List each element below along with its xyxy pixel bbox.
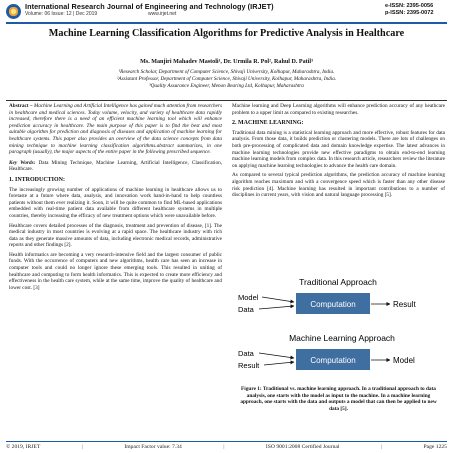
abstract-label: Abstract – xyxy=(9,103,33,109)
irjet-logo-icon xyxy=(6,4,21,19)
journal-name: International Research Journal of Engineering and Technology (IRJET) xyxy=(25,2,274,11)
section-heading-introduction: 1. INTRODUCTION: xyxy=(9,176,66,183)
abstract-text: Machine Learning and Artificial Intelligence has gained much attention from researchers in healthcare and medical sciences. Today volume, velocity, and variety of healthcare data rapidly increased, therefore there is a need of an efficient machine learning tool which will enhance prediction accuracy in healthcare. The main purpose of this paper is to find the best and most suitable algorithm for prediction and diagnosis of diseases and application of machine learning for healthcare systems. This paper also provides an overview of the data science concepts from data mining technique to machine learning classification algorithms.abstract summarizes, in one paragraph (usually), the major aspects of the entire paper in the following prescribed sequence. xyxy=(9,103,223,156)
abstract xyxy=(9,103,222,156)
e-issn: e-ISSN: 2395-0056 xyxy=(385,3,434,9)
title-rule xyxy=(6,100,447,101)
traditional-model-arrow xyxy=(262,297,294,302)
right-column xyxy=(232,103,445,202)
page-footer xyxy=(6,443,447,452)
footer-separator: | xyxy=(81,444,83,450)
figure-caption: Figure 1: Traditional vs. machine learning approach. In a traditional approach to data analysis, one starts with the model as input to the machine. In a machine learning approach, one starts with the data and outputs a model that can then be applied to new data [5]. xyxy=(240,386,437,412)
traditional-model-label: Model xyxy=(238,293,259,302)
ml-data-label: Data xyxy=(238,349,254,358)
issn-block xyxy=(385,3,447,17)
volume-issue: Volume: 06 Issue: 12 | Dec 2019 xyxy=(25,11,98,17)
ml-result-label: Result xyxy=(238,361,260,370)
keywords xyxy=(9,160,222,173)
keywords-label: Key Words: xyxy=(9,159,36,166)
left-column xyxy=(9,103,222,294)
ml-computation-label: Computation xyxy=(310,356,356,365)
keywords-text: Data Mining Technique, Machine Learning, Artificial Intelligence, Classification, Healthcare. xyxy=(9,159,223,173)
paper-authors: Ms. Manjiri Mahadev Mastoli¹, Dr. Urmila R. Pol², Rahul D. Patil³ xyxy=(140,59,313,65)
footer-copyright: © 2019, IRJET xyxy=(6,444,41,450)
journal-header xyxy=(6,3,447,23)
footer-rule xyxy=(6,441,447,442)
ml-paragraph-2: As compared to several typical prediction algorithms, the prediction accuracy of machine learning algorithm reaches maximum and with a convergence speed which is faster than any other disease risk prediction [4]. Machine learning has resulted in important contributions to a number of disciplines in current years, with vision and natural language processing [5]. xyxy=(232,172,445,199)
ml-model-label: Model xyxy=(393,356,415,365)
journal-website[interactable]: www.irjet.net xyxy=(147,11,177,17)
header-rule xyxy=(6,22,447,24)
affiliation-1: ¹Research Scholar, Department of Computer Science, Shivaji University, Kolhapur, Maharashtra, India. xyxy=(118,69,335,75)
intro-paragraph-3: Health informatics are becoming a very research-intensive field and the largest consumer of public funds. With the occurrence of computers and new algorithms, health care has seen an increase in computer tools and could no longer ignore these emerging tools. This resulted in uniting of healthcare and computing to form health informatics. This is expected to create more efficiency and effectiveness in the health care system, while at the same time, improve the quality of healthcare and lower cost. [3] xyxy=(9,251,222,291)
journal-info xyxy=(25,3,385,18)
traditional-approach-title: Traditional Approach xyxy=(299,277,377,287)
volume-info xyxy=(25,11,385,18)
ml-approach-title: Machine Learning Approach xyxy=(289,333,395,343)
traditional-result-label: Result xyxy=(393,300,416,309)
intro-paragraph-2: Healthcare covers detailed processes of the diagnosis, treatment and prevention of disease, [1]. The medical industry in most countries is evolving at a rapid space. The healthcare industry with rich data as they generate massive amounts of data, including electronic medical records, administrative reports and other findings [2]. xyxy=(9,222,222,249)
paper-title: Machine Learning Classification Algorithms for Predictive Analysis in Healthcare xyxy=(48,28,405,39)
p-issn: p-ISSN: 2395-0072 xyxy=(385,10,434,16)
footer-separator: | xyxy=(380,444,383,450)
traditional-computation-label: Computation xyxy=(310,300,356,309)
figure-1 xyxy=(232,276,445,386)
footer-separator: | xyxy=(223,444,225,450)
footer-page-number: Page 1225 xyxy=(423,444,447,450)
ml-paragraph-1: Traditional data mining is a statistical learning approach and more effective, robust features for data analysis. From those data, it builds prediction or clustering models. There are lots of challenges on both pre-processing of complicated data and domain knowledge expertise. The latest advances in machine learning technologies provide new effective paradigms to obtain end-to-end learning machine learning models from complex data. In this research article, researchers review the literature on applying machine learning technologies to advance the health care domain. xyxy=(232,129,445,169)
traditional-data-label: Data xyxy=(238,305,254,314)
intro-paragraph-1: The increasingly growing number of applications of machine learning in healthcare allows us to foretaste at a future where data, analysis, and innovation work hand-in-hand to help countless patients without them ever realizing it. Soon, it will be quite common to find ML-based applications embedded with real-time patient data available from different healthcare systems in multiple countries, thereby increasing the efficacy of new treatment options which were unavailable before. xyxy=(9,186,222,219)
section-heading-machine-learning: 2. MACHINE LEARNING: xyxy=(232,120,304,127)
footer-impact-factor: Impact Factor value: 7.34 xyxy=(124,444,182,450)
affiliation-3: ³Quality Assurance Engineer, Menon Bearing Ltd, Kolhapur, Maharashtra xyxy=(149,83,304,89)
ml-data-arrow xyxy=(259,353,294,358)
approach-diagram xyxy=(232,276,445,386)
intro-paragraph-4: Machine learning and Deep Learning algorithms will enhance prediction accuracy of any heathcare problem to a upper limit as compared to existing researches. xyxy=(232,103,445,116)
affiliations xyxy=(20,69,433,90)
ml-result-arrow xyxy=(264,362,294,365)
footer-iso: ISO 9001:2008 Certified Journal xyxy=(265,444,340,450)
affiliation-2: ²Assistant Professor, Department of Computer Science, Shivaji University, Kolhapur, Maharashtra, India. xyxy=(116,76,337,82)
traditional-data-arrow xyxy=(259,306,294,309)
